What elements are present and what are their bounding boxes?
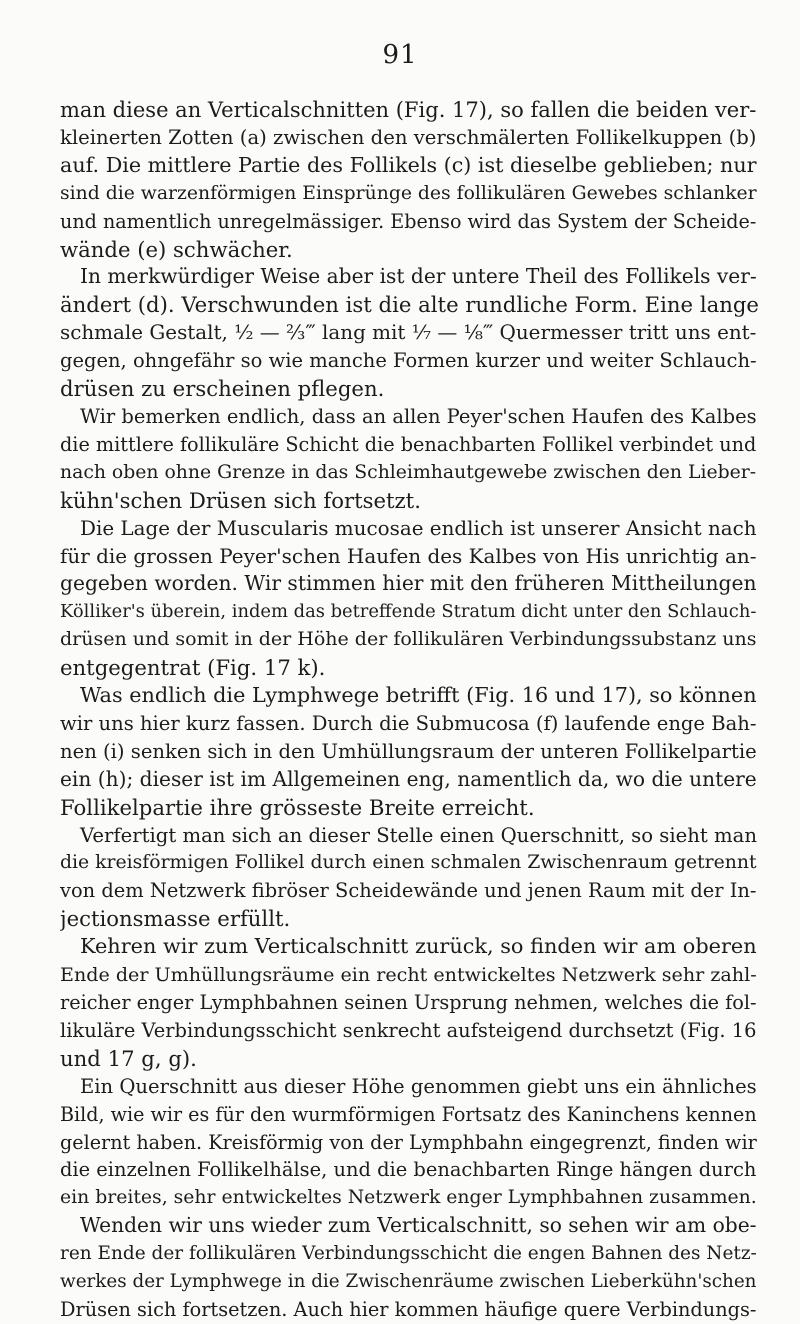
text-line: kühn'schen Drüsen sich fortsetzt. — [60, 487, 421, 513]
text-line: entgegentrat (Fig. 17 k). — [60, 655, 326, 681]
text-line: Wenden wir uns wieder zum Verticalschnitt, so sehen wir am obe- — [80, 1213, 757, 1238]
text-line: wände (e) schwächer. — [60, 236, 293, 262]
text-line: Was endlich die Lymphwege betrifft (Fig. 16 und 17), so können — [80, 683, 757, 708]
text-line: Follikelpartie ihre grösseste Breite erreicht. — [60, 794, 535, 820]
text-line: wir uns hier kurz fassen. Durch die Submucosa (f) laufende enge Bah- — [60, 711, 757, 735]
text-line: Kehren wir zum Verticalschnitt zurück, so finden wir am oberen — [80, 934, 757, 959]
text-line: Die Lage der Muscularis mucosae endlich ist unserer Ansicht nach — [80, 516, 757, 540]
text-line: sind die warzenförmigen Einsprünge des follikulären Gewebes schlanker — [60, 182, 757, 204]
page-number: 91 — [382, 40, 418, 70]
text-line: In merkwürdiger Weise aber ist der untere Theil des Follikels ver- — [80, 264, 757, 289]
text-line: jectionsmasse erfüllt. — [60, 906, 291, 932]
text-line: die kreisförmigen Follikel durch einen schmalen Zwischenraum getrennt — [60, 852, 757, 874]
text-line: reicher enger Lymphbahnen seinen Ursprung nehmen, welches die fol- — [60, 991, 757, 1014]
text-line: auf. Die mittlere Partie des Follikels (c) ist dieselbe geblieben; nur — [60, 152, 757, 177]
body-text — [60, 96, 760, 1324]
text-line: likuläre Verbindungsschicht senkrecht aufsteigend durchsetzt (Fig. 16 — [60, 1018, 757, 1042]
text-line: gegeben worden. Wir stimmen hier mit den früheren Mittheilungen — [60, 571, 757, 596]
text-line: und 17 g, g). — [60, 1045, 197, 1071]
text-line: ändert (d). Verschwunden ist die alte rundliche Form. Eine lange — [60, 292, 759, 318]
text-line: die mittlere follikuläre Schicht die benachbarten Follikel verbindet und — [60, 432, 757, 456]
text-line: Bild, wie wir es für den wurmförmigen Fortsatz des Kaninchens kennen — [60, 1102, 757, 1126]
text-line: gegen, ohngefähr so wie manche Formen kurzer und weiter Schlauch- — [60, 349, 757, 373]
text-line: ein breites, sehr entwickeltes Netzwerk enger Lymphbahnen zusammen. — [60, 1187, 757, 1209]
text-line: ein (h); dieser ist im Allgemeinen eng, namentlich da, wo die untere — [60, 766, 757, 791]
text-line: Verfertigt man sich an dieser Stelle einen Querschnitt, so sieht man — [80, 823, 757, 847]
text-line: drüsen und somit in der Höhe der follikulären Verbindungssubstanz uns — [60, 628, 757, 651]
text-line: nen (i) senken sich in den Umhüllungsraum der unteren Follikelpartie — [60, 739, 757, 763]
text-line: schmale Gestalt, ½ — ⅔‴ lang mit ⅐ — ⅛‴ Quermesser tritt uns ent- — [60, 321, 757, 345]
text-line: gelernt haben. Kreisförmig von der Lymphbahn eingegrenzt, finden wir — [60, 1130, 757, 1154]
text-line: ren Ende der follikulären Verbindungsschicht die engen Bahnen des Netz- — [60, 1243, 757, 1265]
text-line: Ein Querschnitt aus dieser Höhe genommen giebt uns ein ähnliches — [80, 1074, 757, 1098]
text-line: von dem Netzwerk fibröser Scheidewände und jenen Raum mit der In- — [60, 879, 757, 903]
text-line: Wir bemerken endlich, dass an allen Peyer'schen Haufen des Kalbes — [80, 404, 757, 428]
text-line: die einzelnen Follikelhälse, und die benachbarten Ringe hängen durch — [60, 1158, 757, 1182]
text-line: werkes der Lymphwege in die Zwischenräume zwischen Lieberkühn'schen — [60, 1271, 757, 1293]
text-line: man diese an Verticalschnitten (Fig. 17), so fallen die beiden ver- — [60, 97, 757, 122]
text-line: und namentlich unregelmässiger. Ebenso wird das System der Scheide- — [60, 209, 757, 233]
text-line: Ende der Umhüllungsräume ein recht entwickeltes Netzwerk sehr zahl- — [60, 963, 757, 987]
text-line: drüsen zu erscheinen pflegen. — [60, 376, 385, 402]
text-line: kleinerten Zotten (a) zwischen den verschmälerten Follikelkuppen (b) — [60, 125, 757, 149]
text-line: Drüsen sich fortsetzen. Auch hier kommen häufige quere Verbindungs- — [60, 1297, 757, 1321]
text-line: nach oben ohne Grenze in das Schleimhautgewebe zwischen den Lieber- — [60, 461, 757, 483]
text-line: Kölliker's überein, indem das betreffende Stratum dicht unter den Schlauch- — [60, 601, 757, 623]
text-line: für die grossen Peyer'schen Haufen des Kalbes von His unrichtig an- — [60, 543, 757, 568]
